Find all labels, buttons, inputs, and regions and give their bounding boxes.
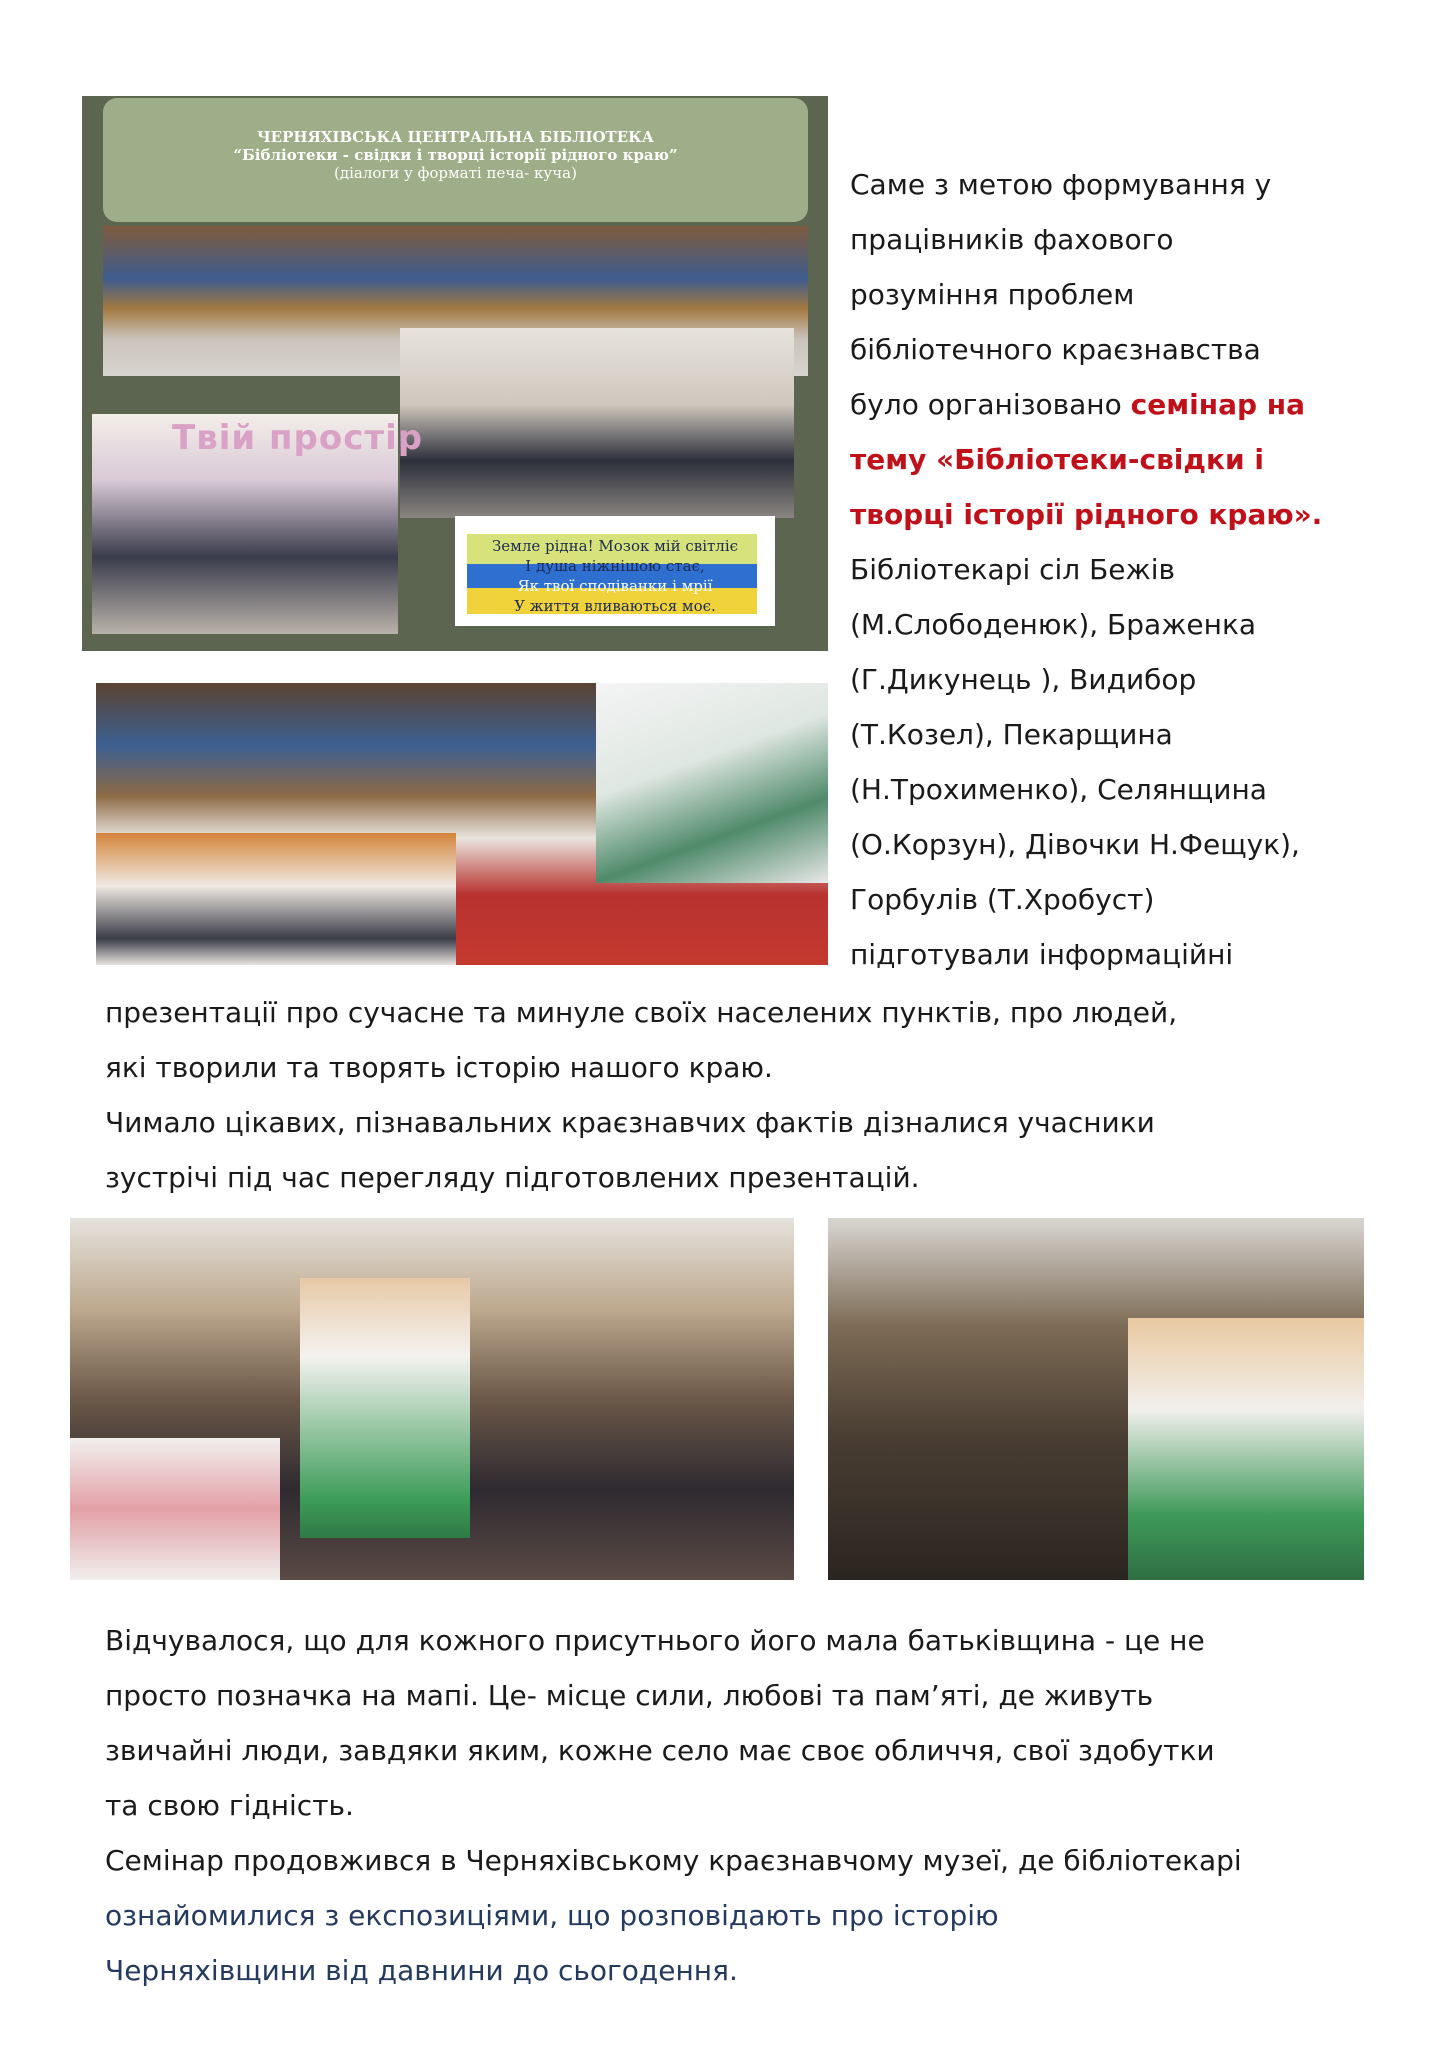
text-line: звичайні люди, завдяки яким, кожне село має своє обличчя, свої здобутки bbox=[105, 1734, 1215, 1767]
seminar-highlight: семінар на bbox=[1130, 388, 1305, 421]
text-line: підготували інформаційні bbox=[850, 938, 1234, 971]
museum-artifacts-photo bbox=[828, 1218, 1364, 1580]
right-column-text bbox=[850, 157, 1410, 982]
text-line: які творили та творять історію нашого краю. bbox=[105, 1051, 773, 1084]
text-line: зустрічі під час перегляду підготовлених презентацій. bbox=[105, 1161, 920, 1194]
poem-quote-card bbox=[455, 516, 775, 626]
seminar-collage-image bbox=[82, 96, 828, 651]
seminar-highlight: творці історії рідного краю». bbox=[850, 498, 1323, 531]
text-line: Семінар продовжився в Черняхівському краєзнавчому музеї, де бібліотекарі bbox=[105, 1844, 1242, 1877]
text-line: Саме з метою формування у bbox=[850, 168, 1272, 201]
text-line: (М.Слободенюк), Браженка bbox=[850, 608, 1257, 641]
text-line: (Т.Козел), Пекарщина bbox=[850, 718, 1173, 751]
tviy-prostir-sign: Твій простір bbox=[172, 418, 424, 458]
banner-title: ЧЕРНЯХІВСЬКА ЦЕНТРАЛЬНА БІБЛІОТЕКА bbox=[256, 128, 654, 146]
seminar-highlight: тему «Бібліотеки-свідки і bbox=[850, 443, 1264, 476]
quote-line: Як твої сподіванки і мрії bbox=[517, 577, 713, 595]
text-line: презентації про сучасне та минуле своїх населених пунктів, про людей, bbox=[105, 996, 1178, 1029]
quote-line: У життя вливаються моє. bbox=[514, 597, 716, 615]
text-line: працівників фахового bbox=[850, 223, 1174, 256]
text-line: Черняхівщини від давнини до сьогодення. bbox=[105, 1954, 738, 1987]
group-photo-right bbox=[400, 328, 794, 518]
text-line: та свою гідність. bbox=[105, 1789, 354, 1822]
paragraph-presentations bbox=[105, 985, 1405, 1205]
text-line: розуміння проблем bbox=[850, 278, 1135, 311]
text-line: Відчувалося, що для кожного присутнього його мала батьківщина - це не bbox=[105, 1624, 1205, 1657]
text-line bbox=[850, 377, 1410, 432]
text-fragment: було організовано bbox=[850, 388, 1131, 421]
text-line: Горбулів (Т.Хробуст) bbox=[850, 883, 1155, 916]
text-line: (Г.Дикунець ), Видибор bbox=[850, 663, 1197, 696]
text-line: (Н.Трохименко), Селянщина bbox=[850, 773, 1267, 806]
text-line: Бібліотекарі сіл Бежів bbox=[850, 553, 1176, 586]
collage-banner bbox=[103, 98, 808, 222]
seminar-room-photo bbox=[96, 683, 828, 965]
quote-line: Земле рідна! Мозок мій світліє bbox=[491, 537, 739, 555]
text-line: (О.Корзун), Дівочки Н.Фещук), bbox=[850, 828, 1300, 861]
quote-line: І душа ніжнішою стає, bbox=[525, 557, 705, 575]
text-line: бібліотечного краєзнавства bbox=[850, 333, 1261, 366]
text-line: ознайомилися з експозиціями, що розповідають про історію bbox=[105, 1899, 999, 1932]
museum-embroidery-photo bbox=[70, 1218, 794, 1580]
banner-format: (діалоги у форматі печа- куча) bbox=[334, 164, 577, 182]
text-line: просто позначка на мапі. Це- місце сили, любові та пам’яті, де живуть bbox=[105, 1679, 1154, 1712]
paragraph-homeland bbox=[105, 1613, 1405, 1998]
banner-subtitle: “Бібліотеки - свідки і творці історії рідного краю” bbox=[233, 146, 678, 164]
text-line: Чимало цікавих, пізнавальних краєзнавчих фактів дізналися учасники bbox=[105, 1106, 1155, 1139]
